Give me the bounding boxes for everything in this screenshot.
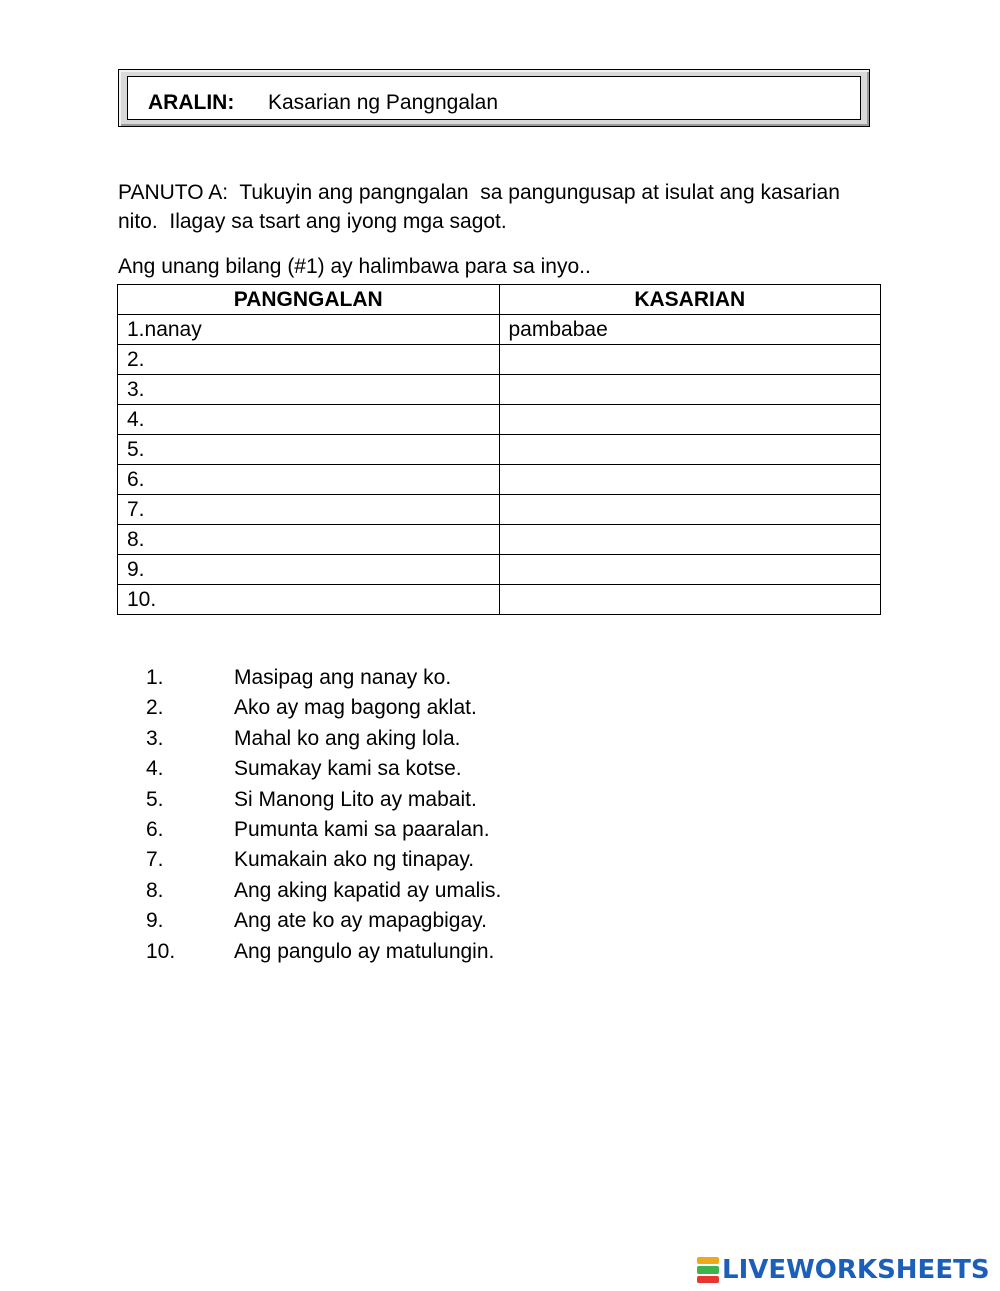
sentence-text: Kumakain ako ng tinapay. [234,848,475,872]
liveworksheets-logo-icon [697,1256,719,1284]
list-item [146,937,501,967]
sentence-number: 8. [146,878,164,902]
sentence-number: 9. [146,909,164,933]
table-row [118,585,881,615]
pangngalan-cell: 8. [118,525,500,555]
lesson-title: Kasarian ng Pangngalan [268,91,499,114]
table-row [118,525,881,555]
pangngalan-cell: 10. [118,585,500,615]
pangngalan-cell: 1.nanay [118,315,500,345]
pangngalan-cell: 9. [118,555,500,585]
list-item [146,754,501,784]
pangngalan-cell: 2. [118,345,500,375]
kasarian-cell [499,495,881,525]
answer-table-body [118,315,881,615]
list-item [146,815,501,845]
sentence-text: Ang pangulo ay matulungin. [234,939,495,963]
table-row [118,555,881,585]
lesson-title-inner [127,76,861,120]
sentence-text: Mahal ko ang aking lola. [234,726,461,750]
example-note: Ang unang bilang (#1) ay halimbawa para sa inyo.. [118,255,591,278]
pangngalan-cell: 5. [118,435,500,465]
column-header-pangngalan: PANGNGALAN [118,285,500,315]
logo-mark-bar-bottom [697,1276,719,1283]
list-item [146,785,501,815]
pangngalan-cell: 7. [118,495,500,525]
answer-table [117,284,881,615]
sentence-number: 5. [146,787,164,811]
list-item [146,876,501,906]
table-header-row [118,285,881,315]
pangngalan-cell: 6. [118,465,500,495]
kasarian-cell [499,555,881,585]
sentence-number: 1. [146,666,164,689]
sentence-number: 4. [146,757,164,781]
list-item [146,845,501,875]
table-row [118,375,881,405]
sentence-list [146,663,501,967]
logo-mark-bar-middle [697,1266,719,1273]
sentence-text: Sumakay kami sa kotse. [234,757,462,781]
kasarian-cell: pambabae [499,315,881,345]
sentence-text: Masipag ang nanay ko. [234,666,452,689]
table-row [118,345,881,375]
sentence-text: Si Manong Lito ay mabait. [234,787,477,811]
sentence-number: 6. [146,817,164,841]
sentence-text: Ang aking kapatid ay umalis. [234,878,502,902]
pangngalan-cell: 3. [118,375,500,405]
kasarian-cell [499,525,881,555]
kasarian-cell [499,375,881,405]
list-item [146,724,501,754]
table-row [118,495,881,525]
logo-text: LIVEWORKSHEETS [722,1255,990,1285]
sentence-number: 7. [146,848,164,872]
lesson-title-box [118,69,870,127]
column-header-kasarian: KASARIAN [499,285,881,315]
instruction-text: PANUTO A: Tukuyin ang pangngalan sa pangungusap at isulat ang kasarian nito. Ilagay sa tsart ang iyong mga sagot. [118,181,846,233]
list-item [146,693,501,723]
kasarian-cell [499,405,881,435]
table-row [118,405,881,435]
list-item [146,906,501,936]
kasarian-cell [499,435,881,465]
liveworksheets-logo [697,1255,990,1285]
kasarian-cell [499,585,881,615]
logo-mark-bar-top [697,1257,719,1264]
lesson-label: ARALIN: [148,91,235,114]
list-item [146,663,501,693]
table-row [118,465,881,495]
table-row [118,435,881,465]
sentence-text: Ang ate ko ay mapagbigay. [234,909,487,933]
table-row [118,315,881,345]
sentence-number: 2. [146,696,164,720]
sentence-number: 10. [146,939,176,963]
kasarian-cell [499,345,881,375]
pangngalan-cell: 4. [118,405,500,435]
sentence-text: Ako ay mag bagong aklat. [234,696,477,720]
sentence-number: 3. [146,726,164,750]
sentence-text: Pumunta kami sa paaralan. [234,817,490,841]
kasarian-cell [499,465,881,495]
